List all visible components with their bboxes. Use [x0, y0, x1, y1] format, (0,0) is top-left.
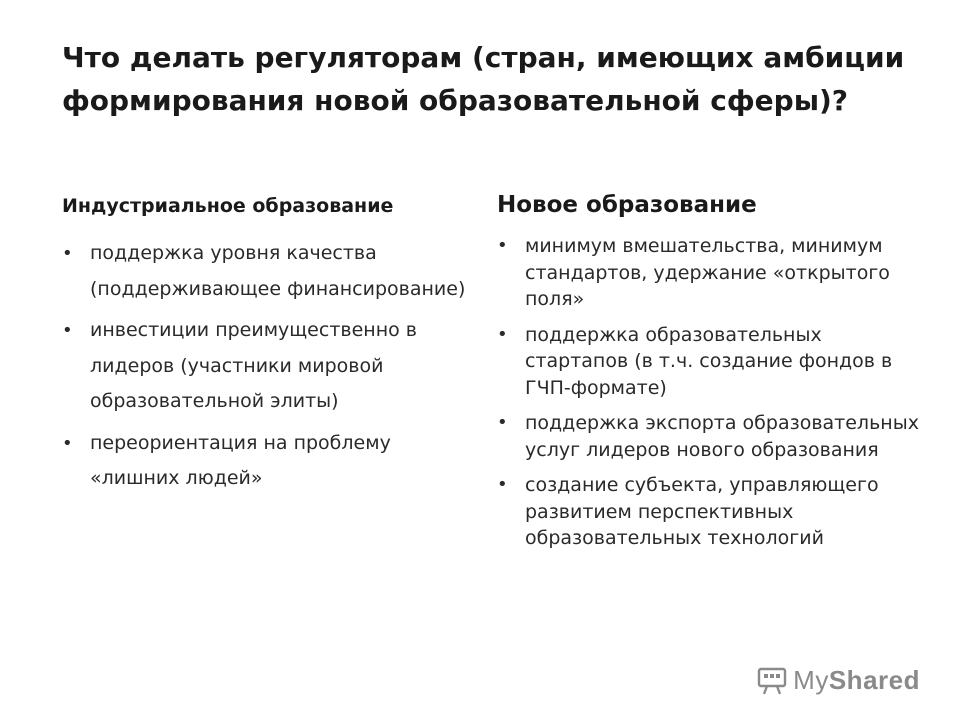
list-item [497, 233, 927, 313]
bullet-icon: • [497, 323, 508, 345]
list-item-text: инвестиции преимущественно в лидеров (участники мировой образовательной элиты) [90, 319, 417, 412]
bullet-icon: • [497, 235, 508, 256]
list-item [62, 313, 482, 420]
list-item-text: поддержка экспорта образовательных услуг лидеров нового образования [525, 412, 919, 461]
slide-title: Что делать регуляторам (стран, имеющих амбиции формирования новой образовательной сферы)? [62, 41, 905, 117]
list-item [62, 236, 482, 307]
industrial-education-heading: Индустриальное образование [62, 195, 394, 217]
bullet-icon: • [62, 243, 73, 264]
list-item-text: поддержка образовательных стартапов (в т.ч. создание фондов в ГЧП-формате) [525, 323, 893, 399]
list-item [497, 472, 927, 552]
list-item-text: создание субъекта, управляющего развитием перспективных образовательных технологий [525, 474, 879, 549]
bullet-icon: • [497, 474, 508, 495]
industrial-education-list [62, 236, 482, 503]
list-item [62, 426, 482, 497]
myshared-watermark[interactable] [757, 665, 920, 696]
new-education-list [497, 233, 927, 561]
list-item-text: минимум вмешательства, минимум стандартов, удержание «открытого поля» [525, 235, 890, 310]
list-item [497, 410, 927, 463]
bullet-icon: • [62, 320, 73, 341]
new-education-heading: Новое образование [497, 192, 757, 218]
watermark-text [793, 665, 920, 696]
bullet-icon: • [497, 412, 508, 433]
list-item-text: переориентация на проблему «лишних людей» [90, 431, 391, 489]
watermark-suffix: Shared [828, 665, 920, 695]
presentation-board-icon [757, 666, 787, 696]
list-item-text: поддержка уровня качества (поддерживающее финансирование) [90, 242, 466, 300]
watermark-prefix: My [793, 665, 829, 695]
list-item [497, 322, 927, 402]
bullet-icon: • [62, 432, 73, 454]
